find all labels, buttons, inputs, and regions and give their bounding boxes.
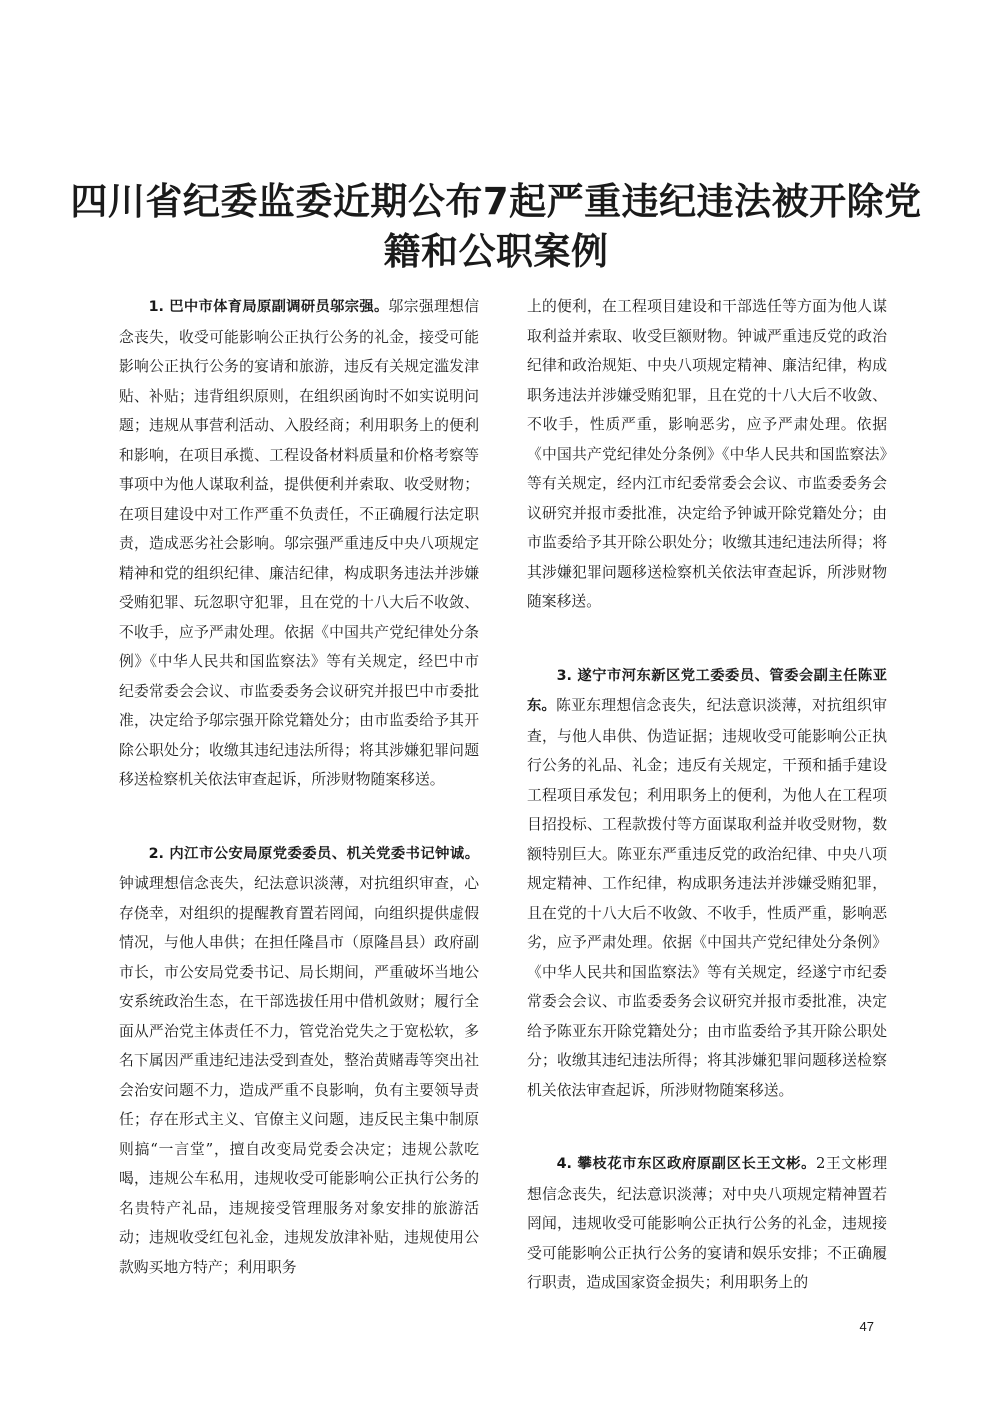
case-body-4: 2王文彬理想信念丧失，纪法意识淡薄；对中央八项规定精神置若罔闻，违规收受可能影响公正执行公务的礼金，违规接受可能影响公正执行公务的宴请和娱乐安排；不正确履行职责，造成国家资金损失；利用职务上的 bbox=[527, 1155, 888, 1291]
right-column bbox=[527, 292, 887, 1298]
case-lead-1: 1. 巴中市体育局原副调研员邬宗强。 bbox=[148, 299, 389, 315]
case-body-3: 陈亚东理想信念丧失，纪法意识淡薄，对抗组织审查，与他人串供、伪造证据；违规收受可能影响公正执行公务的礼品、礼金；违反有关规定，干预和插手建设工程项目承发包；利用职务上的便利，为他人在工程项目招投标、工程款拨付等方面谋取利益并收受财物，数额特别巨大。陈亚东严重违反党的政治纪律、中央八项规定精神、工作纪律，构成职务违法并涉嫌受贿犯罪，且在党的十八大后不收敛、不收手，性质严重，影响恶劣，应予严肃处理。依据《中国共产党纪律处分条例》《中华人民共和国监察法》等有关规定，经遂宁市纪委常委会会议、市监委委务会议研究并报市委批准，决定给予陈亚东开除党籍处分；由市监委给予其开除公职处分；收缴其违纪违法所得；将其涉嫌犯罪问题移送检察机关依法审查起诉，所涉财物随案移送。 bbox=[527, 697, 887, 1099]
case-paragraph-4 bbox=[527, 1149, 887, 1298]
case-paragraph-3 bbox=[527, 661, 887, 1106]
case-lead-2: 2. 内江市公安局原党委委员、机关党委书记钟诚。 bbox=[148, 845, 479, 862]
case-body-2: 钟诚理想信念丧失，纪法意识淡薄，对抗组织审查，心存侥幸，对组织的提醒教育置若罔闻，向组织提供虚假情况，与他人串供；在担任隆昌市（原隆昌县）政府副市长，市公安局党委书记、局长期间，严重破坏当地公安系统政治生态，在干部选拔任用中借机敛财；履行全面从严治党主体责任不力，管党治党失之于宽松软，多名下属因严重违纪违法受到查处，整治黄赌毒等突出社会治安问题不力，造成严重不良影响，负有主要领导责任；存在形式主义、官僚主义问题，违反民主集中制原则搞“一言堂”，擅自改变局党委会决定；违规公款吃喝，违规公车私用，违规收受可能影响公正执行公务的名贵特产礼品，违规接受管理服务对象安排的旅游活动；违规收受红包礼金，违规发放津补贴，违规使用公款购买地方特产；利用职务 bbox=[119, 875, 479, 1276]
case-body-1: 邬宗强理想信念丧失，收受可能影响公正执行公务的礼金，接受可能影响公正执行公务的宴请和旅游，违反有关规定滥发津贴、补贴；违背组织原则，在组织函询时不如实说明问题；违规从事营利活动、入股经商；利用职务上的便利和影响，在项目承揽、工程设备材料质量和价格考察等事项中为他人谋取利益，提供便利并索取、收受财物；在项目建设中对工作严重不负责任，不正确履行法定职责，造成恶劣社会影响。邬宗强严重违反中央八项规定精神和党的组织纪律、廉洁纪律，构成职务违法并涉嫌受贿犯罪、玩忽职守犯罪，且在党的十八大后不收敛、不收手，应予严肃处理。依据《中国共产党纪律处分条例》《中华人民共和国监察法》等有关规定，经巴中市纪委常委会会议、市监委委务会议研究并报巴中市委批准，决定给予邬宗强开除党籍处分；由市监委给予其开除公职处分；收缴其违纪违法所得；将其涉嫌犯罪问题移送检察机关依法审查起诉，所涉财物随案移送。 bbox=[119, 298, 479, 788]
article-title: 四川省纪委监委近期公布7起严重违纪违法被开除党籍和公职案例 bbox=[70, 179, 922, 273]
page-number: 47 bbox=[859, 1319, 874, 1334]
left-column bbox=[119, 292, 479, 1282]
case-paragraph-2-continued: 上的便利，在工程项目建设和干部选任等方面为他人谋取利益并索取、收受巨额财物。钟诚严重违反党的政治纪律和政治规矩、中央八项规定精神、廉洁纪律，构成职务违法并涉嫌受贿犯罪，且在党的十八大后不收敛、不收手，性质严重，影响恶劣，应予严肃处理。依据《中国共产党纪律处分条例》《中华人民共和国监察法》等有关规定，经内江市纪委常委会会议、市监委委务会议研究并报市委批准，决定给予钟诚开除党籍处分；由市监委给予其开除公职处分；收缴其违纪违法所得；将其涉嫌犯罪问题移送检察机关依法审查起诉，所涉财物随案移送。 bbox=[527, 298, 887, 610]
case-paragraph-2 bbox=[119, 839, 479, 1283]
case-lead-4: 4. 攀枝花市东区政府原副区长王文彬。 bbox=[556, 1156, 816, 1172]
case-lead-3: 3. 遂宁市河东新区党工委委员、管委会副主任陈亚东。 bbox=[527, 667, 887, 714]
case-paragraph-1 bbox=[119, 292, 479, 795]
